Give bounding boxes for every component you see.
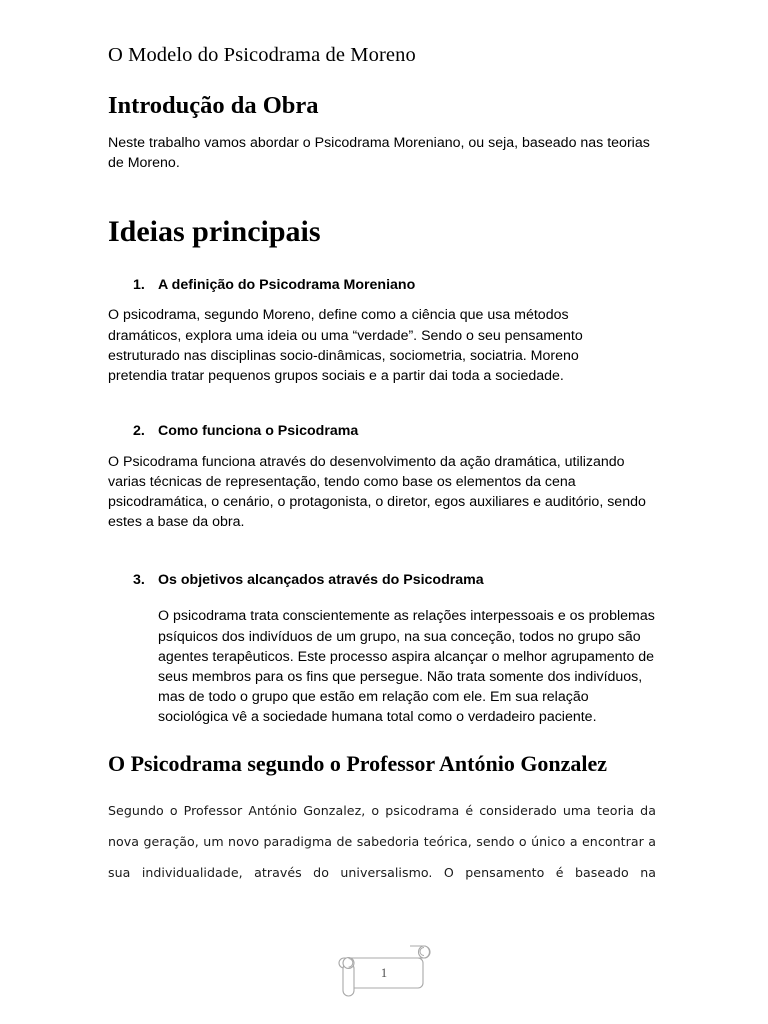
paragraph-item-1: O psicodrama, segundo Moreno, define como a ciência que usa métodos dramáticos, explora uma ideia ou uma “verdade”. Sendo o seu pensamento estruturado nas disciplinas socio-dinâmicas, sociometria, sociatria. Moreno pretendia tratar pequenos grupos sociais e a partir dai toda a sociedade. [108,307,583,384]
paragraph-item-3: O psicodrama trata conscientemente as relações interpessoais e os problemas psíquicos dos indivíduos de um grupo, na sua conceção, todos no grupo são agentes terapêuticos. Este processo aspira alcançar o melhor agrupamento de seus membros para os fins que persegue. Não trata somente dos indivíduos, mas de todo o grupo que estão em relação com ele. Em sua relação sociológica vê a sociedade humana total como o verdadeiro paciente. [158,608,655,726]
list-item-3-number: 3. [133,571,145,588]
list-item-3 [133,533,658,591]
document-title: O Modelo do Psicodrama de Moreno [108,44,416,66]
list-item-1-number: 1. [133,276,145,293]
paragraph-item-2: O Psicodrama funciona através do desenvolvimento da ação dramática, utilizando varias técnicas de representação, tendo como base os elementos da cena psicodramática, o cenário, o protagonista, o diretor, egos auxiliares e auditório, sendo estes a base da obra. [108,453,646,531]
list-item-1 [133,250,658,296]
page-footer [0,938,768,1008]
list-item-1-label: A definição do Psicodrama Moreniano [158,276,416,293]
list-item-3-label: Os objetivos alcançados através do Psicodrama [158,571,484,588]
list-item-2-label: Como funciona o Psicodrama [158,423,359,440]
list-item-2-number: 2. [133,423,145,440]
paragraph-introducao: Neste trabalho vamos abordar o Psicodrama Moreniano, ou seja, baseado nas teorias de Moreno. [108,134,650,171]
heading-psicodrama-gonzalez: O Psicodrama segundo o Professor António Gonzalez [108,751,608,777]
paragraph-gonzalez: Segundo o Professor António Gonzalez, o psicodrama é considerado uma teoria da nova geração, um novo paradigma de sabedoria teórica, sendo o único a encontrar a sua individualidade, através do universalismo. O pensamento é baseado na [108,803,656,881]
page-number: 1 [380,966,388,980]
heading-ideias-principais: Ideias principais [108,215,321,249]
scroll-banner-icon [334,938,434,1004]
list-item-2 [133,386,658,442]
heading-introducao: Introdução da Obra [108,91,319,119]
document-body [108,0,658,889]
